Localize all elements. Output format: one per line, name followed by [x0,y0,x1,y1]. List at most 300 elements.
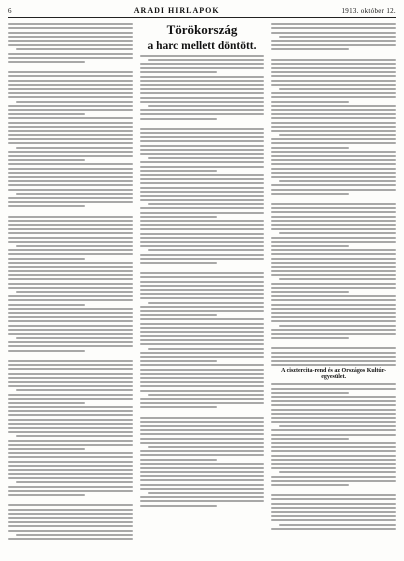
text-line [279,524,396,526]
text-line [271,159,396,161]
text-line [140,216,217,218]
text-line [140,84,265,86]
text-line [8,287,133,289]
column-3 [271,21,396,557]
text-line [8,130,133,132]
text-line [140,289,265,291]
paragraph-gap [271,341,396,345]
text-line [140,237,265,239]
text-line [140,161,265,163]
text-line [140,97,265,99]
text-line [140,339,265,341]
text-line [271,138,396,140]
text-line [8,312,133,314]
text-line [8,126,133,128]
text-line [140,182,265,184]
text-line [16,193,133,195]
text-line [279,180,396,182]
text-line [140,475,265,477]
text-line [8,473,133,475]
text-line [140,417,265,419]
column-3-body-top [271,23,396,366]
text-line [8,350,85,352]
text-line [8,122,133,124]
text-line [271,463,396,465]
text-line [140,132,265,134]
text-line [271,333,396,335]
text-line [8,270,133,272]
text-line [8,23,133,25]
text-line [140,360,217,362]
text-line [8,538,133,540]
text-line [140,67,265,69]
text-line [8,80,133,82]
text-line [271,312,396,314]
text-line [8,168,133,170]
text-line [140,438,265,440]
text-line [271,438,348,440]
text-line [271,84,396,86]
text-line [271,96,396,98]
text-line [8,201,133,203]
text-line [148,302,265,304]
text-line [8,394,133,396]
text-line [271,417,396,419]
text-line [140,128,265,130]
text-line [8,427,133,429]
text-line [140,220,265,222]
text-line [140,356,265,358]
text-line [8,253,133,255]
text-line [271,142,396,144]
text-line [271,270,396,272]
text-line [8,159,85,161]
text-line [271,258,396,260]
text-line [271,304,396,306]
text-line [140,92,265,94]
text-line [140,331,265,333]
page-header [8,6,396,18]
paragraph-gap [271,53,396,57]
text-line [140,306,265,308]
text-line [271,228,396,230]
text-line [271,519,396,521]
text-line [140,145,265,147]
text-line [16,101,133,103]
text-line [8,151,133,153]
text-line [140,352,265,354]
text-line [140,314,217,316]
text-line [140,276,265,278]
text-line [140,140,265,142]
column-3-body-bottom [271,383,396,529]
text-line [8,40,133,42]
issue-date: 1913. október 12. [341,7,396,15]
masthead: ARADI HIRLAPOK [133,6,220,15]
text-line [8,262,133,264]
text-line [8,249,133,251]
text-line [16,481,133,483]
text-line [271,498,396,500]
text-line [279,88,396,90]
text-line [8,197,133,199]
headline-turkey-1: Törökország [166,22,238,37]
text-line [271,388,396,390]
text-line [140,170,217,172]
text-line [8,172,133,174]
text-line [140,76,265,78]
text-line [8,155,133,157]
text-line [271,455,396,457]
text-line [271,316,396,318]
text-line [271,400,396,402]
text-line [279,425,396,427]
text-line [140,258,265,260]
text-line [8,364,133,366]
text-line [140,245,265,247]
text-line [148,157,265,159]
text-line [140,88,265,90]
text-line [8,477,133,479]
text-line [140,153,265,155]
text-line [271,274,396,276]
text-line [140,191,265,193]
text-line [140,381,265,383]
text-line [8,341,133,343]
text-line [140,402,265,404]
headline-turkey-2: a harc mellett döntött. [147,39,257,52]
text-line [140,109,265,111]
text-line [271,299,396,301]
text-line [8,320,133,322]
paragraph-gap [140,266,265,270]
text-line [271,71,396,73]
text-line [271,75,396,77]
text-line [271,220,396,222]
text-line [279,471,396,473]
text-line [148,105,265,107]
text-line [271,364,396,366]
text-line [271,224,396,226]
text-line [16,147,133,149]
text-line [8,440,133,442]
text-line [140,212,265,214]
text-line [8,325,133,327]
text-line [140,454,265,456]
text-line [271,168,396,170]
text-line [8,278,133,280]
text-line [8,216,133,218]
text-line [271,434,396,436]
text-line [140,479,265,481]
text-line [8,232,133,234]
text-line [8,258,85,260]
text-line [271,291,348,293]
text-line [140,228,265,230]
text-line [8,444,133,446]
text-line [8,283,133,285]
text-line [8,517,133,519]
text-line [271,383,396,385]
text-line [271,184,396,186]
text-line [140,254,265,256]
text-line [271,101,348,103]
text-line [140,118,217,120]
text-line [8,469,133,471]
text-line [271,421,396,423]
text-line [8,36,133,38]
text-line [271,515,396,517]
text-line [140,450,265,452]
column-1 [8,21,133,557]
text-line [148,59,265,61]
text-line [140,406,217,408]
text-line [8,448,85,450]
text-line [271,241,396,243]
text-line [140,281,265,283]
text-line [148,446,265,448]
text-line [140,484,265,486]
column-2 [140,21,265,557]
text-line [8,304,85,306]
text-line [8,530,133,532]
text-line [271,32,396,34]
text-line [271,337,348,339]
text-line [8,490,133,492]
text-line [271,249,396,251]
text-line [8,189,133,191]
text-line [8,117,133,119]
text-line [16,48,133,50]
text-line [140,385,265,387]
text-line [271,80,396,82]
text-line [271,329,396,331]
text-line [271,262,396,264]
text-line [271,109,396,111]
text-line [140,233,265,235]
text-line [140,323,265,325]
text-line [271,44,396,46]
text-line [8,237,133,239]
text-line [140,505,217,507]
text-line [8,299,133,301]
text-line [271,130,396,132]
text-line [140,377,265,379]
text-line [271,528,396,530]
text-line [140,293,265,295]
text-line [271,360,396,362]
text-line [271,245,348,247]
text-line [8,410,133,412]
text-line [271,356,396,358]
text-line [140,369,265,371]
text-line [8,61,85,63]
text-line [271,409,396,411]
text-line [271,413,396,415]
text-line [271,480,396,482]
text-line [8,224,133,226]
text-line [148,492,265,494]
text-line [8,385,133,387]
text-line [271,176,396,178]
text-line [271,27,396,29]
text-line [271,122,396,124]
text-line [16,337,133,339]
text-line [8,176,133,178]
text-line [8,525,133,527]
text-line [140,467,265,469]
column-2-body [140,55,265,507]
paragraph-gap [140,122,265,126]
paragraph-gap [8,209,133,213]
text-line [140,207,265,209]
text-line [271,295,396,297]
page-number: 6 [8,7,12,15]
text-line [8,27,133,29]
text-line [8,84,133,86]
text-line [8,398,133,400]
text-line [16,245,133,247]
text-line [140,429,265,431]
text-line [8,513,133,515]
text-line [8,414,133,416]
text-line [8,53,133,55]
text-line [8,419,133,421]
text-line [8,373,133,375]
text-line [140,327,265,329]
text-line [8,92,133,94]
text-line [140,373,265,375]
text-line [271,23,396,25]
text-line [140,136,265,138]
text-line [271,216,396,218]
text-line [271,203,396,205]
text-line [271,266,396,268]
text-line [8,105,133,107]
text-line [271,193,348,195]
headline-cistercian: A cisztercita-rend és az Országos Kultúr-egyesület. [281,368,387,381]
text-line [8,142,133,144]
text-line [271,446,396,448]
text-line [140,421,265,423]
text-line [140,71,217,73]
text-line [8,509,133,511]
text-line [271,494,396,496]
text-line [271,207,396,209]
text-line [271,189,396,191]
text-line [271,67,396,69]
text-line [8,205,85,207]
text-line [8,406,133,408]
text-line [16,389,133,391]
text-line [140,199,265,201]
text-line [140,285,265,287]
text-line [279,134,396,136]
text-line [271,392,348,394]
text-line [140,272,265,274]
text-line [140,174,265,176]
text-line [8,345,133,347]
text-line [140,500,265,502]
text-line [8,134,133,136]
text-line [8,113,85,115]
text-line [271,450,396,452]
text-line [271,211,396,213]
text-line [8,521,133,523]
text-line [8,461,133,463]
text-line [140,178,265,180]
columns [8,21,396,557]
paragraph-gap [271,488,396,492]
text-line [8,274,133,276]
text-line [148,203,265,205]
text-line [140,63,265,65]
paragraph-gap [271,197,396,201]
text-line [8,228,133,230]
paragraph-gap [140,410,265,414]
text-line [148,249,265,251]
text-line [271,352,396,354]
text-line [140,335,265,337]
text-line [148,348,265,350]
text-line [140,442,265,444]
text-line [8,486,133,488]
text-line [8,456,133,458]
text-line [140,343,265,345]
text-line [271,396,396,398]
text-line [16,435,133,437]
text-line [271,113,396,115]
text-line [8,241,133,243]
text-line [271,484,348,486]
text-line [8,75,133,77]
text-line [271,63,396,65]
paragraph-gap [8,65,133,69]
text-line [8,71,133,73]
text-line [148,394,265,396]
text-line [271,48,348,50]
text-line [8,504,133,506]
text-line [140,149,265,151]
text-line [8,184,133,186]
text-line [8,423,133,425]
text-line [271,467,396,469]
text-line [8,180,133,182]
text-line [8,368,133,370]
text-line [271,320,396,322]
text-line [271,283,396,285]
text-line [271,155,396,157]
text-line [271,503,396,505]
text-line [271,442,396,444]
text-line [279,36,396,38]
text-line [8,381,133,383]
text-line [8,295,133,297]
text-line [8,163,133,165]
text-line [8,465,133,467]
text-line [140,318,265,320]
text-line [8,360,133,362]
text-line [140,471,265,473]
text-line [271,92,396,94]
text-line [271,404,396,406]
text-line [140,488,265,490]
text-line [140,80,265,82]
text-line [271,237,396,239]
text-line [271,253,396,255]
text-line [271,287,396,289]
text-line [271,126,396,128]
